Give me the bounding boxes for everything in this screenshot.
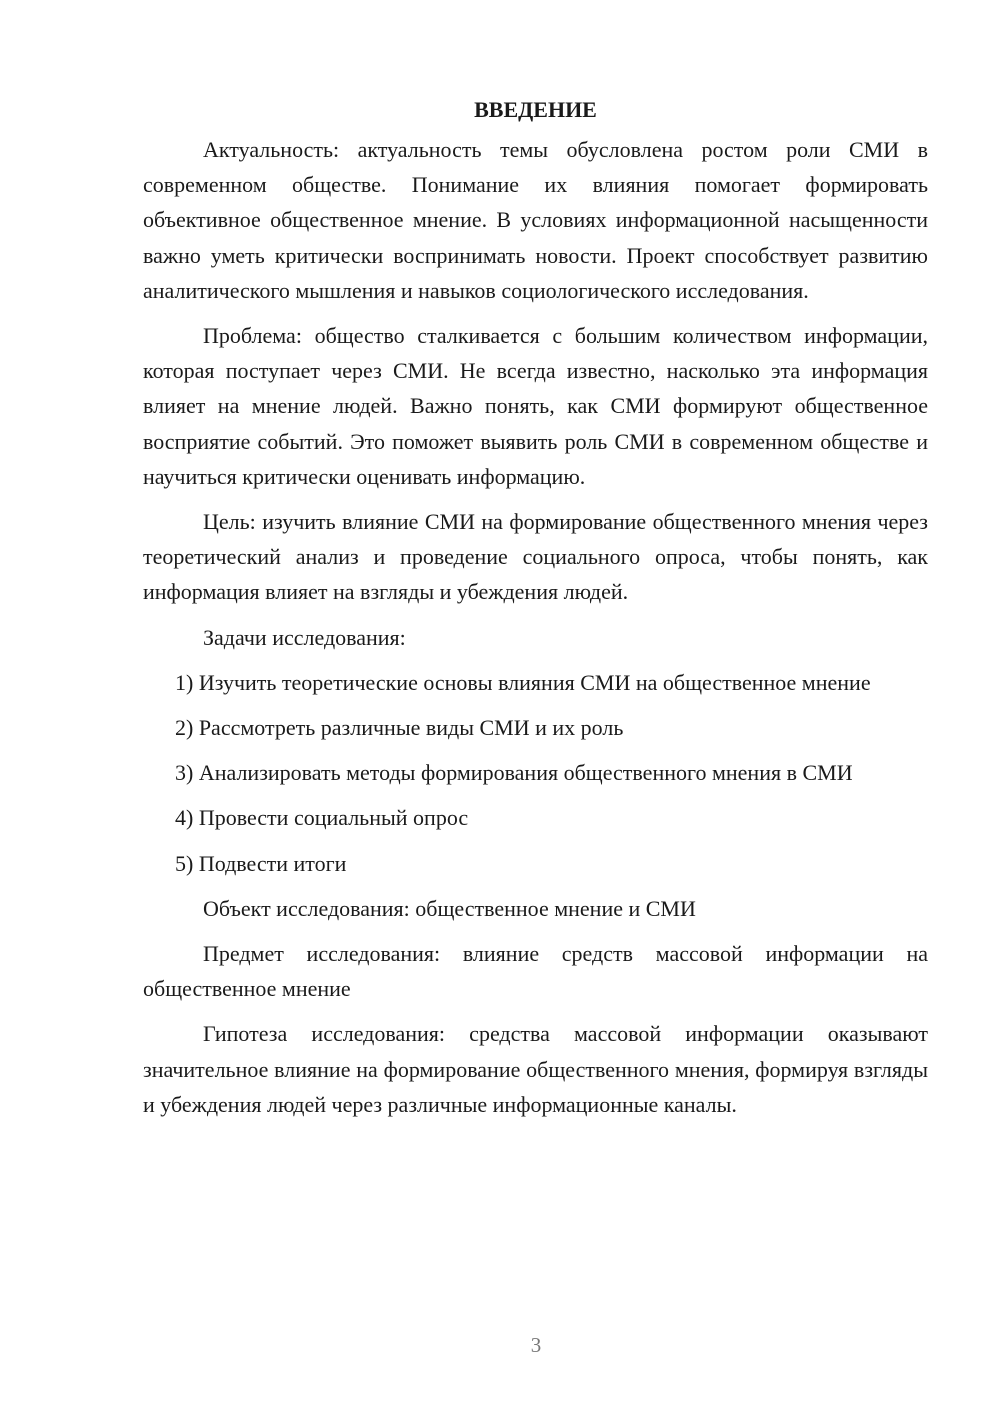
paragraph-relevance: Актуальность: актуальность темы обусловлена ростом роли СМИ в современном обществе. Понимание их влияния помогает формировать объективное общественное мнение. В условиях информационной насыщенности важно уметь критически воспринимать новости. Проект способствует развитию аналитического мышления и навыков социологического исследования. [143, 137, 928, 303]
task-list-item: 1) Изучить теоретические основы влияния СМИ на общественное мнение [175, 669, 871, 695]
paragraph-hypothesis: Гипотеза исследования: средства массовой информации оказывают значительное влияние на формирование общественного мнения, формируя взгляды и убеждения людей через различные информационные каналы. [143, 1021, 928, 1117]
paragraph-subject: Предмет исследования: влияние средств массовой информации на общественное мнение [143, 941, 928, 1002]
section-title: ВВЕДЕНИЕ [474, 97, 597, 122]
paragraph-object: Объект исследования: общественное мнение и СМИ [203, 895, 696, 921]
page-number: 3 [530, 1333, 542, 1357]
task-list-item: 4) Провести социальный опрос [175, 805, 469, 831]
task-list-item: 3) Анализировать методы формирования общественного мнения в СМИ [175, 760, 853, 786]
paragraph-goal: Цель: изучить влияние СМИ на формирование общественного мнения через теоретический анализ и проведение социального опроса, чтобы понять, как информация влияет на взгляды и убеждения людей. [143, 509, 928, 605]
paragraph-tasks-heading: Задачи исследования: [203, 624, 406, 650]
paragraph-problem: Проблема: общество сталкивается с большим количеством информации, которая поступает через СМИ. Не всегда известно, насколько эта информация влияет на мнение людей. Важно понять, как СМИ формируют общественное восприятие событий. Это поможет выявить роль СМИ в современном обществе и научиться критически оценивать информацию. [143, 323, 928, 489]
task-list-item: 2) Рассмотреть различные виды СМИ и их роль [175, 715, 624, 741]
task-list-item: 5) Подвести итоги [175, 850, 347, 876]
document-page [143, 92, 928, 1122]
